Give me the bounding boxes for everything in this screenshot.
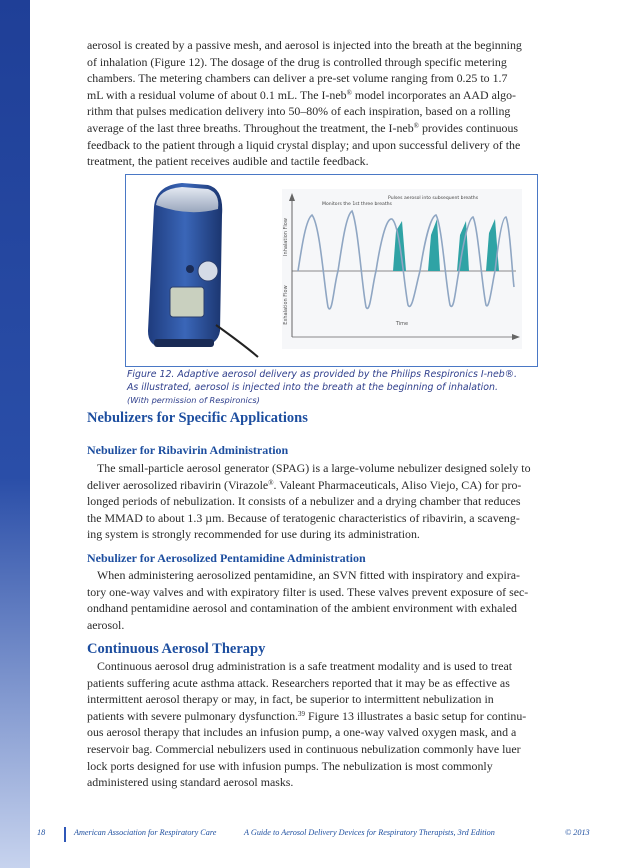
section-heading-nebulizers: Nebulizers for Specific Applications <box>87 410 308 426</box>
text-line: ing system is strongly recommended for use during its administration. <box>87 527 420 542</box>
continuous-paragraph <box>87 658 575 791</box>
page-number: 18 <box>37 828 46 837</box>
text-line: rithm that pulses medication delivery into 50–80% of each inspiration, based on a rolling <box>87 104 511 119</box>
text-line: the MMAD to about 1.3 µm. Because of teratogenic characteristics of ribavirin, a scaveng- <box>87 510 520 525</box>
text-line: longed periods of nebulization. It consists of a nebulizer and a drying chamber that reduces <box>87 494 521 509</box>
text-line: tory one-way valves and with expiratory filter is used. These valves prevent exposure of sec- <box>87 584 529 599</box>
text-line: feedback to the patient through a liquid crystal display; and upon successful delivery of the <box>87 137 521 152</box>
inhalation-flow-label: Inhalation Flow <box>283 218 289 256</box>
text-line: deliver aerosolized ribavirin (Virazole®. Valeant Pharmaceuticals, Aliso Viejo, CA) for pro- <box>87 477 522 492</box>
text-line: reservoir bag. Commercial nebulizers used in continuous nebulization commonly have luer <box>87 741 521 756</box>
text-line: aerosol. <box>87 617 125 632</box>
text-line: mL with a residual volume of about 0.1 mL. The I-neb® model incorporates an AAD algo- <box>87 87 517 102</box>
caption-line: Figure 12. Adaptive aerosol delivery as provided by the Philips Respironics I-neb®. <box>127 369 518 380</box>
annotation-monitors: Monitors the 1st three breaths <box>322 202 392 207</box>
annotation-pulses: Pulses aerosol into subsequent breaths <box>388 196 479 201</box>
time-axis-label: Time <box>395 321 409 327</box>
text-line: The small-particle aerosol generator (SPAG) is a large-volume nebulizer designed solely to <box>97 461 531 475</box>
text-line: chambers. The metering chambers can deliver a pre-set volume ranging from 0.25 to 1.7 <box>87 71 508 86</box>
text-line: patients suffering acute asthma attack. Researchers reported that it may be as effective as <box>87 675 510 690</box>
text-line: treatment, the patient receives audible and tactile feedback. <box>87 154 369 169</box>
text-line: ous aerosol therapy that includes an infusion pump, a one-way valved oxygen mask, and a <box>87 725 517 740</box>
text-line: ondhand pentamidine aerosol and contamination of the ambient environment with exhaled <box>87 601 517 616</box>
footer-guide-title: A Guide to Aerosol Delivery Devices for Respiratory Therapists, 3rd Edition <box>244 828 495 837</box>
text-line: patients with severe pulmonary dysfunction.$^{39}$ Figure 13 illustrates a basic setup for continu- <box>87 708 527 723</box>
intro-paragraph <box>87 37 575 170</box>
subheading-ribavirin: Nebulizer for Ribavirin Administration <box>87 443 289 457</box>
page-side-bar <box>0 0 30 868</box>
caption-credit: (With permission of Respironics) <box>127 395 260 405</box>
figure-12-frame <box>125 174 538 367</box>
ribavirin-paragraph <box>87 460 575 543</box>
text-line: When administering aerosolized pentamidine, an SVN fitted with inspiratory and expira- <box>97 568 520 582</box>
text-line: of inhalation (Figure 12). The dosage of the drug is controlled through specific metering <box>87 54 507 69</box>
text-line: average of the last three breaths. Throughout the treatment, the I-neb® provides continuous <box>87 120 519 135</box>
figure-12-caption <box>127 369 547 407</box>
subheading-pentamidine: Nebulizer for Aerosolized Pentamidine Administration <box>87 551 366 565</box>
caption-line: As illustrated, aerosol is injected into the breath at the beginning of inhalation. <box>127 381 498 393</box>
text-line: intermittent aerosol therapy or may, in fact, be superior to intermittent nebulization in <box>87 692 494 707</box>
ineb-device-image <box>148 183 258 357</box>
footer-organization: American Association for Respiratory Care <box>74 828 217 837</box>
breathing-flow-graph <box>282 189 522 349</box>
figure-12-illustration <box>126 175 537 366</box>
text-line: Continuous aerosol drug administration is a safe treatment modality and is used to treat <box>97 659 513 673</box>
page-footer <box>0 826 638 844</box>
text-line: lock ports designed for use with infusion pumps. The nebulization is most commonly <box>87 758 493 773</box>
text-line: aerosol is created by a passive mesh, and aerosol is injected into the breath at the beginning <box>87 38 522 52</box>
exhalation-flow-label: Exhalation Flow <box>283 285 289 325</box>
footer-copyright: © 2013 <box>565 828 590 837</box>
section-heading-continuous: Continuous Aerosol Therapy <box>87 641 266 657</box>
pentamidine-paragraph <box>87 567 575 633</box>
text-line: administered using standard aerosol masks. <box>87 775 294 790</box>
